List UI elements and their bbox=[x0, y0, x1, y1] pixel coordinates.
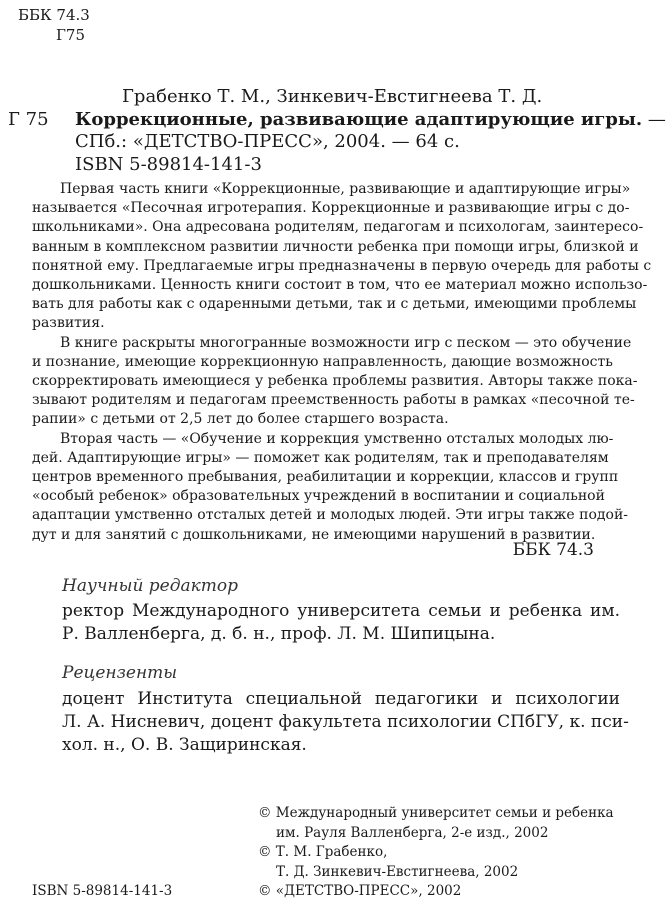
copyright-block bbox=[258, 804, 614, 902]
copyright-line: © Т. М. Грабенко, bbox=[258, 844, 388, 861]
author-mark-spaced: Г 75 bbox=[8, 109, 49, 130]
annotation-line: В книге раскрыты многогранные возможности игр с песком — это обучение bbox=[60, 334, 632, 351]
copyright-line: © Международный университет семьи и ребенка bbox=[258, 805, 614, 821]
editor-details bbox=[62, 600, 620, 646]
annotation-line: дут и для занятий с дошкольниками, не имеющими нарушений в развитии. bbox=[32, 526, 596, 543]
annotation-line: дошкольниками. Ценность книги состоит в том, что ее материал можно использо- bbox=[32, 277, 648, 294]
editor-role: Научный редактор bbox=[62, 576, 239, 596]
authors-line: Грабенко Т. М., Зинкевич-Евстигнеева Т. Д. bbox=[122, 86, 543, 107]
annotation-bbk-code: ББК 74.3 bbox=[512, 540, 594, 560]
reviewer-line: Л. А. Нисневич, доцент факультета психологии СПбГУ, к. пси- bbox=[62, 712, 629, 732]
author-mark: Г75 bbox=[56, 26, 86, 44]
copyright-line: Т. Д. Зинкевич-Евстигнеева, 2002 bbox=[276, 863, 519, 880]
annotation-line: понятной ему. Предлагаемые игры предназначены в первую очередь для работы с bbox=[32, 257, 652, 274]
reviewer-line: доцент Института специальной педагогики и психологии bbox=[62, 689, 620, 709]
annotation-paragraph-2 bbox=[32, 334, 632, 353]
editor-line: Р. Валленберга, д. б. н., проф. Л. М. Шипицына. bbox=[62, 624, 496, 644]
annotation-line: «особый ребенок» образовательных учреждений в воспитании и социальной bbox=[32, 488, 605, 505]
copyright-line: им. Рауля Валленберга, 2-е изд., 2002 bbox=[276, 824, 549, 841]
copyright-line: © «ДЕТСТВО-ПРЕСС», 2002 bbox=[258, 883, 462, 900]
annotation-paragraph-1 bbox=[32, 180, 631, 199]
publication-info: СПб.: «ДЕТСТВО-ПРЕСС», 2004. — 64 с. bbox=[75, 131, 460, 152]
annotation-line: развития. bbox=[32, 315, 105, 332]
book-title bbox=[75, 109, 666, 130]
annotation-line: Вторая часть — «Обучение и коррекция умственно отсталых молодых лю- bbox=[60, 430, 614, 447]
book-title-text: Коррекционные, развивающие адаптирующие игры. bbox=[75, 109, 643, 130]
annotation-paragraph-3 bbox=[32, 430, 614, 449]
annotation-line: дей. Адаптирующие игры» — поможет как родителям, так и преподавателям bbox=[32, 449, 609, 466]
annotation-line: школьниками». Она адресована родителям, педагогам и психологам, заинтересо- bbox=[32, 219, 644, 236]
annotation-line: скорректировать имеющиеся у ребенка проблемы развития. Авторы также пока- bbox=[32, 373, 638, 390]
annotation-line: и познание, имеющие коррекционную направленность, дающие возможность bbox=[32, 353, 613, 370]
annotation-line: рапии» с детьми от 2,5 лет до более старшего возраста. bbox=[32, 411, 449, 428]
reviewer-line: хол. н., О. В. Защиринская. bbox=[62, 735, 307, 755]
annotation-line: вать для работы как с одаренными детьми, так и с детьми, имеющими проблемы bbox=[32, 296, 637, 313]
annotation-line: ванным в комплексном развитии личности ребенка при помощи игры, близкой и bbox=[32, 238, 639, 255]
annotation-line: зывают родителям и педагогам преемственность работы в рамках «песочной те- bbox=[32, 392, 635, 409]
isbn-bottom: ISBN 5-89814-141-3 bbox=[32, 883, 173, 899]
annotation-line: центров временного пребывания, реабилитации и коррекции, классов и групп bbox=[32, 469, 619, 486]
annotation-line: адаптации умственно отсталых детей и молодых людей. Эти игры также подой- bbox=[32, 507, 629, 524]
bbk-code: ББК 74.3 bbox=[18, 6, 90, 24]
classification-codes bbox=[18, 5, 90, 45]
annotation-line: Первая часть книги «Коррекционные, развивающие и адаптирующие игры» bbox=[60, 181, 631, 197]
reviewers-details bbox=[62, 688, 629, 757]
title-dash: — bbox=[642, 109, 666, 130]
annotation bbox=[32, 180, 652, 545]
annotation-line: называется «Песочная игротерапия. Коррекционные и развивающие игры с до- bbox=[32, 200, 630, 217]
isbn-top: ISBN 5-89814-141-3 bbox=[75, 154, 262, 175]
editor-line: ректор Международного университета семьи и ребенка им. bbox=[62, 601, 620, 621]
reviewers-role: Рецензенты bbox=[62, 663, 178, 683]
